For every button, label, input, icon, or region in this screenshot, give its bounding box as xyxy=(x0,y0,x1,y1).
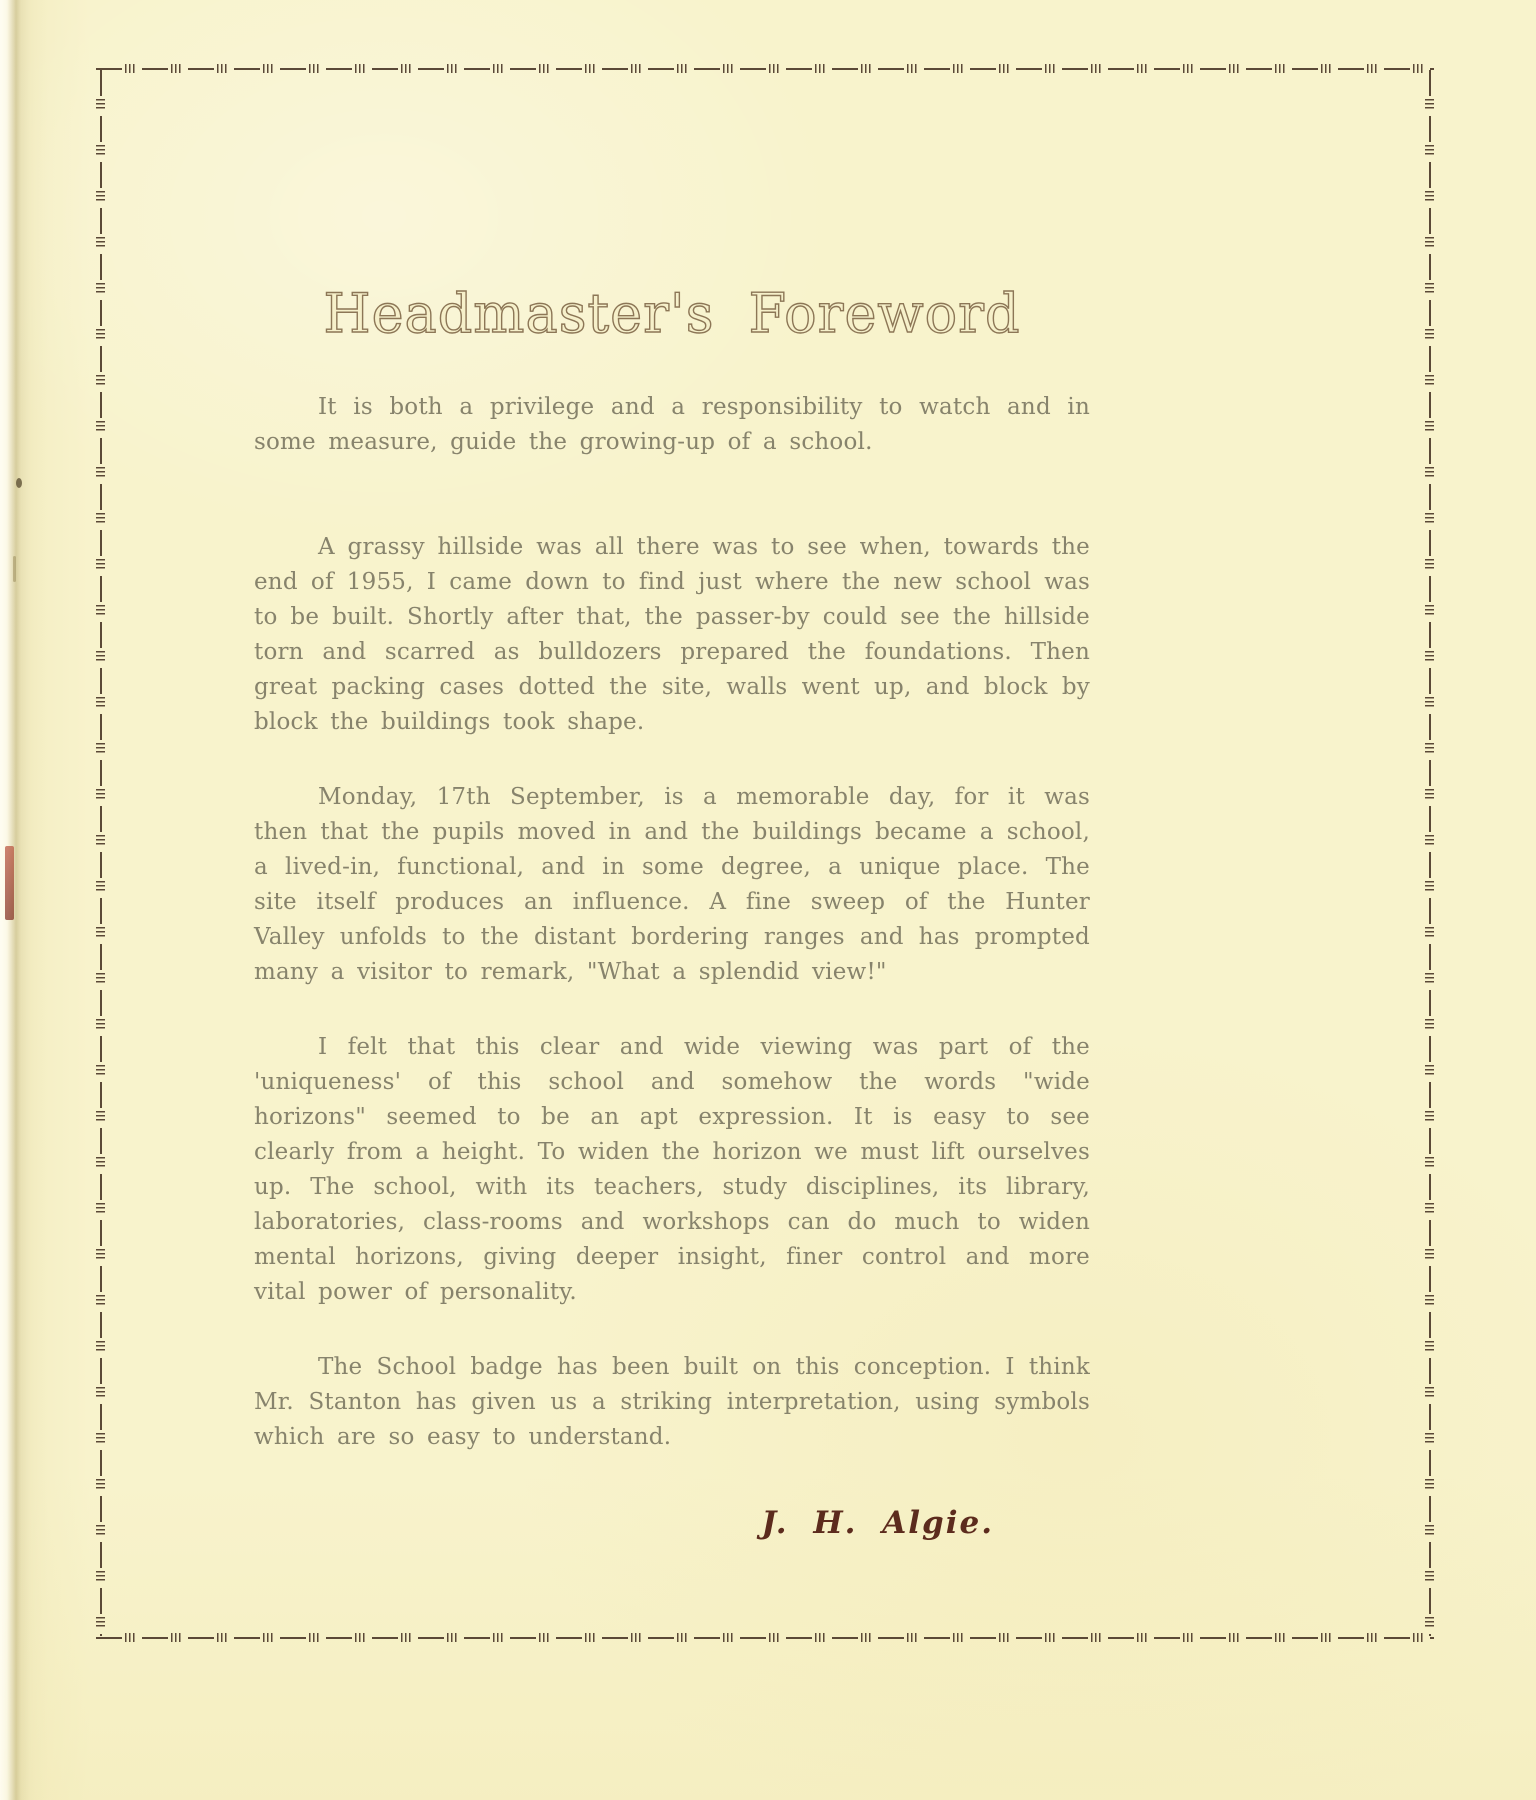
scan-artifact-red-mark xyxy=(5,846,14,920)
scan-artifact-dot xyxy=(16,478,22,488)
frame-border-right xyxy=(1425,70,1434,1636)
page-title-art xyxy=(254,274,1090,350)
headmaster-signature: J. H. Algie. xyxy=(761,1505,994,1541)
frame-border-bottom xyxy=(96,1633,1434,1642)
foreword-paragraph-1: It is both a privilege and a responsibility to watch and in some measure, guide the growing-up of a school. xyxy=(254,394,1090,455)
foreword-content xyxy=(254,64,1090,1541)
frame-border-left xyxy=(96,70,105,1636)
foreword-paragraph-3: Monday, 17th September, is a memorable day, for it was then that the pupils moved in and the buildings became a school, a lived-in, functional, and in some degree, a unique place. The site itself produces an influence. A fine sweep of the Hunter Valley unfolds to the distant bordering ranges and has prompted many a visitor to remark, "What a splendid view!" xyxy=(254,784,1090,985)
foreword-paragraph-5: The School badge has been built on this conception. I think Mr. Stanton has given us a striking interpretation, using symbols which are so easy to understand. xyxy=(254,1354,1090,1450)
page-title: Headmaster's Foreword xyxy=(323,282,1021,345)
foreword-paragraph-2: A grassy hillside was all there was to see when, towards the end of 1955, I came down to find just where the new school was to be built. Shortly after that, the passer-by could see the hillside torn and scarred as bulldozers prepared the foundations. Then great packing cases dotted the site, walls went up, and block by block the buildings took shape. xyxy=(254,534,1090,735)
decorative-dashed-frame xyxy=(96,64,1434,1642)
scan-artifact-nick xyxy=(13,556,16,582)
foreword-paragraph-4: I felt that this clear and wide viewing was part of the 'uniqueness' of this school and somehow the words "wide horizons" seemed to be an apt expression. It is easy to see clearly from a height. To widen the horizon we must lift ourselves up. The school, with its teachers, study disciplines, its library, laboratories, class-rooms and workshops can do much to widen mental horizons, giving deeper insight, finer control and more vital power of personality. xyxy=(254,1034,1090,1305)
